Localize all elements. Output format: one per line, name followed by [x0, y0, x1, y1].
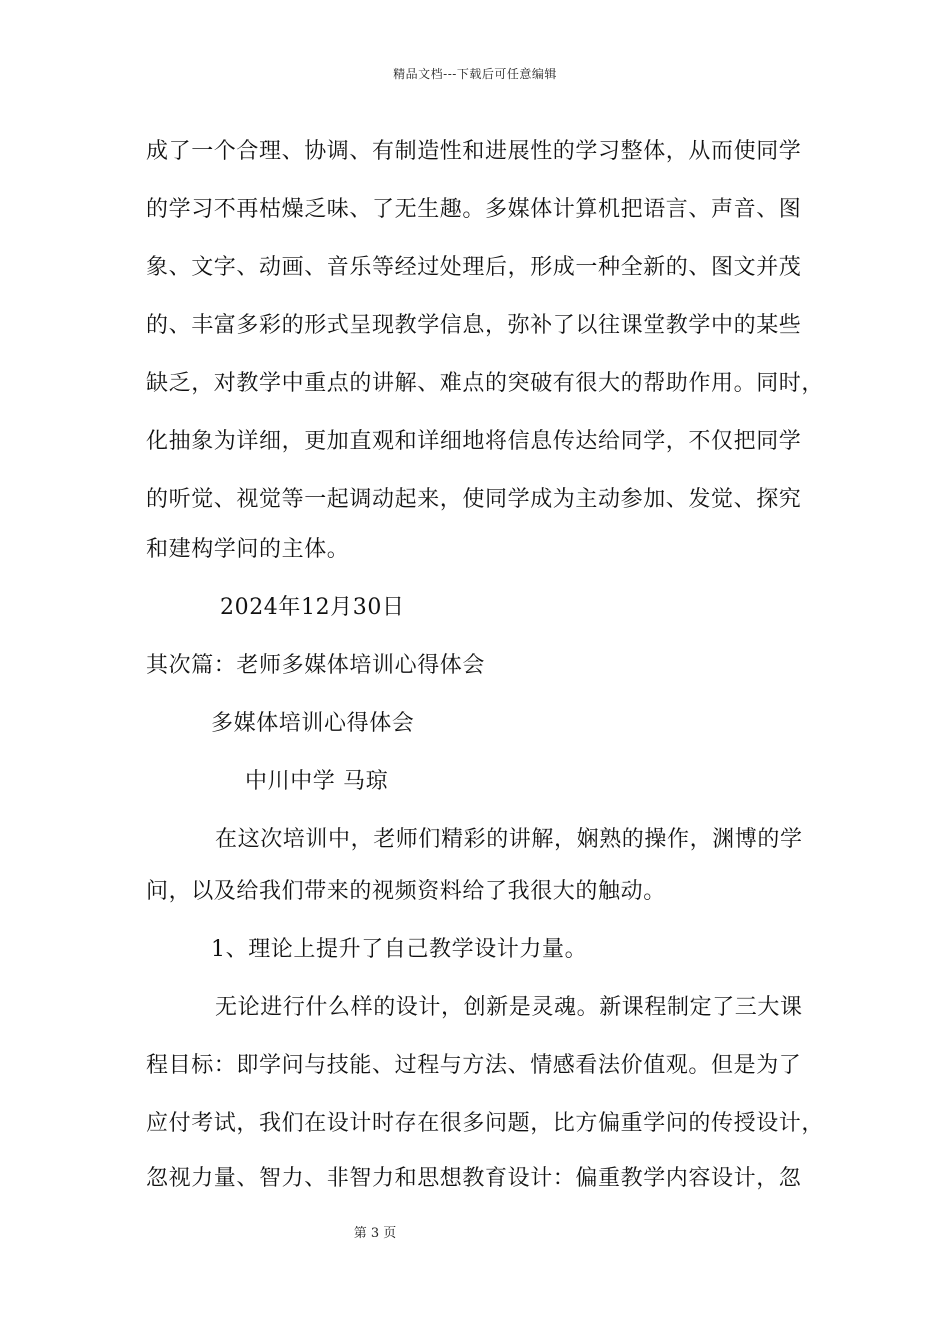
body-line: 的学习不再枯燥乏味、了无生趣。多媒体计算机把语言、声音、图: [146, 197, 802, 222]
body-line: 的听觉、视觉等一起调动起来，使同学成为主动参加、发觉、探究: [146, 487, 802, 512]
body-line: 忽视力量、智力、非智力和思想教育设计：偏重教学内容设计，忽: [146, 1166, 802, 1191]
section-heading: 其次篇：老师多媒体培训心得体会: [146, 653, 486, 678]
date-line: 2024年12月30日: [220, 595, 405, 620]
page-header: 精品文档---下载后可任意编辑: [393, 67, 557, 81]
list-heading: 1、理论上提升了自己教学设计力量。: [211, 937, 588, 962]
body-line: 无论进行什么样的设计，创新是灵魂。新课程制定了三大课: [215, 995, 803, 1020]
body-line: 应付考试，我们在设计时存在很多问题，比方偏重学问的传授设计，: [146, 1111, 825, 1136]
body-line: 化抽象为详细，更加直观和详细地将信息传达给同学，不仅把同学: [146, 429, 802, 454]
page-number: 第 3 页: [353, 1226, 397, 1241]
body-line: 成了一个合理、协调、有制造性和进展性的学习整体，从而使同学: [146, 139, 802, 164]
body-line: 象、文字、动画、音乐等经过处理后，形成一种全新的、图文并茂: [146, 255, 802, 280]
body-line: 的、丰富多彩的形式呈现教学信息，弥补了以往课堂教学中的某些: [146, 313, 802, 338]
body-line: 和建构学问的主体。: [146, 537, 350, 562]
article-title: 多媒体培训心得体会: [211, 711, 415, 736]
body-line: 问，以及给我们带来的视频资料给了我很大的触动。: [146, 879, 666, 904]
body-line: 缺乏，对教学中重点的讲解、难点的突破有很大的帮助作用。同时，: [146, 371, 825, 396]
body-line: 在这次培训中，老师们精彩的讲解，娴熟的操作，渊博的学: [215, 827, 803, 852]
body-line: 程目标：即学问与技能、过程与方法、情感看法价值观。但是为了: [146, 1053, 802, 1078]
author-line: 中川中学 马琼: [245, 769, 389, 794]
